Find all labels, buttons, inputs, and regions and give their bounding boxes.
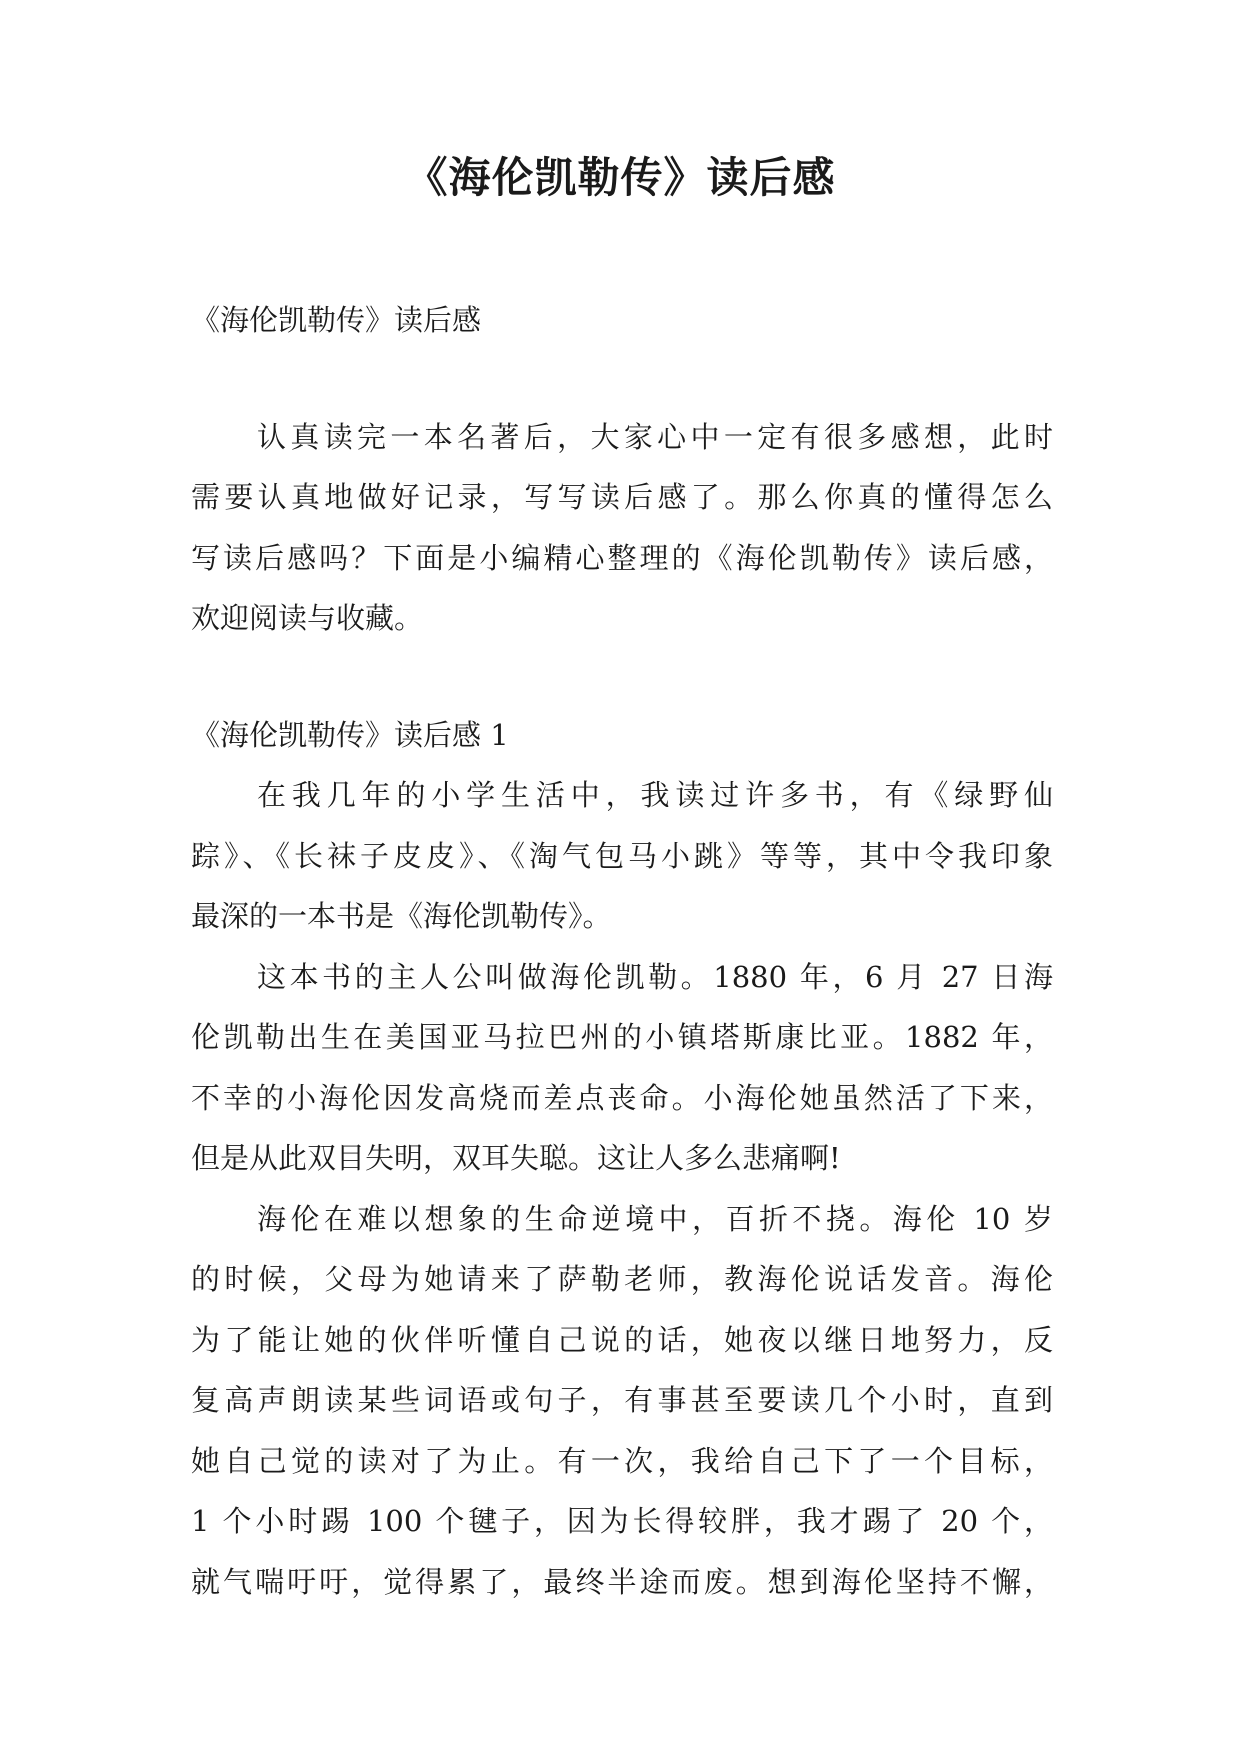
paragraph-line: 她自己觉的读对了为止。有一次，我给自己下了一个目标，: [191, 1443, 1053, 1478]
section-heading: 《海伦凯勒传》读后感 1: [191, 717, 509, 752]
paragraph-line: 但是从此双目失明，双耳失聪。这让人多么悲痛啊!: [191, 1141, 841, 1175]
paragraph-line: 伦凯勒出生在美国亚马拉巴州的小镇塔斯康比亚。1882 年，: [191, 1020, 1053, 1054]
document-title: 《海伦凯勒传》读后感: [405, 153, 836, 202]
intro-line: 认真读完一本名著后，大家心中一定有很多感想，此时: [257, 419, 1053, 454]
paragraph-line: 这本书的主人公叫做海伦凯勒。1880 年，6 月 27 日海: [257, 959, 1053, 994]
paragraph-line: 1 个小时踢 100 个毽子，因为长得较胖，我才踢了 20 个，: [191, 1504, 1053, 1538]
paragraph-line: 最深的一本书是《海伦凯勒传》。: [191, 899, 612, 933]
body-paragraph-1: [191, 765, 1053, 947]
paragraph-line: 踪》、《长袜子皮皮》、《淘气包马小跳》等等，其中令我印象: [191, 838, 1053, 873]
intro-paragraph: [191, 407, 1053, 649]
spacer: [191, 351, 1053, 407]
paragraph-line: 为了能让她的伙伴听懂自己说的话，她夜以继日地努力，反: [191, 1322, 1053, 1357]
spacer: [191, 649, 1053, 705]
paragraph-line: 海伦在难以想象的生命逆境中，百折不挠。海伦 10 岁: [257, 1201, 1053, 1236]
document-subtitle: 《海伦凯勒传》读后感: [191, 303, 482, 337]
intro-line: 需要认真地做好记录，写写读后感了。那么你真的懂得怎么: [191, 480, 1053, 514]
paragraph-line: 复高声朗读某些词语或句子，有事甚至要读几个小时，直到: [191, 1383, 1053, 1417]
intro-line: 写读后感吗？下面是小编精心整理的《海伦凯勒传》读后感，: [191, 540, 1053, 575]
body-paragraph-2: [191, 947, 1053, 1189]
intro-line: 欢迎阅读与收藏。: [191, 601, 424, 635]
body-paragraph-3: [191, 1189, 1053, 1613]
paragraph-line: 不幸的小海伦因发高烧而差点丧命。小海伦她虽然活了下来，: [191, 1080, 1053, 1115]
document-body: [191, 290, 1053, 1612]
paragraph-line: 就气喘吁吁，觉得累了，最终半途而废。想到海伦坚持不懈，: [191, 1564, 1053, 1599]
paragraph-line: 的时候，父母为她请来了萨勒老师，教海伦说话发音。海伦: [191, 1262, 1053, 1296]
paragraph-line: 在我几年的小学生活中，我读过许多书，有《绿野仙: [257, 778, 1053, 812]
